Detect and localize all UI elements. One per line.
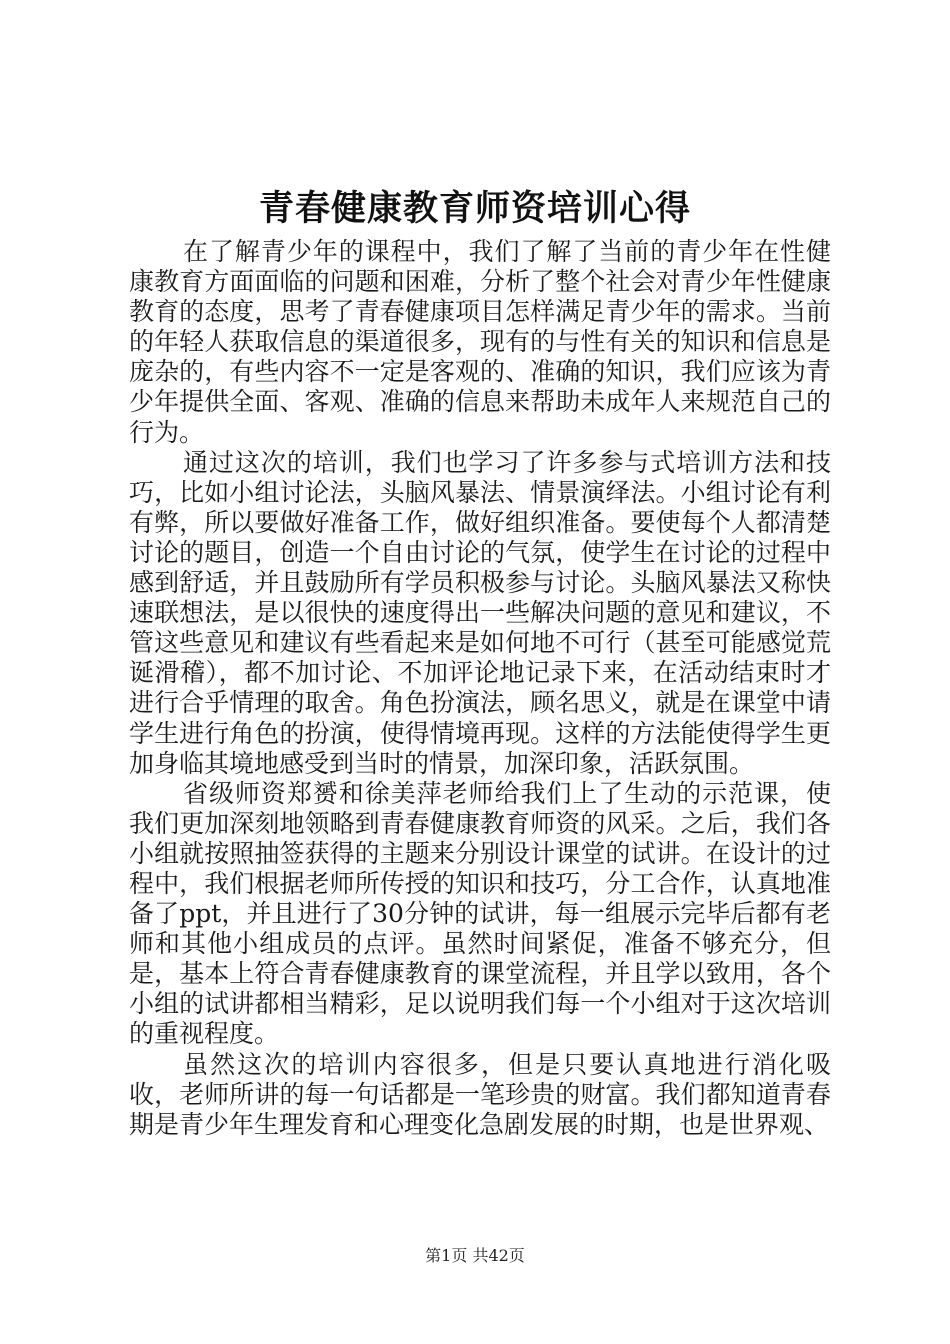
paragraph-2: 通过这次的培训，我们也学习了许多参与式培训方法和技巧，比如小组讨论法，头脑风暴法、情景演绎法。小组讨论有利有弊，所以要做好准备工作，做好组织准备。要使每个人都清楚讨论的题目，创造一个自由讨论的气氛，使学生在讨论的过程中感到舒适，并且鼓励所有学员积极参与讨论。头脑风暴法又称快速联想法，是以很快的速度得出一些解决问题的意见和建议，不管这些意见和建议有些看起来是如何地不可行（甚至可能感觉荒诞滑稽），都不加讨论、不加评论地记录下来，在活动结束时才进行合乎情理的取舍。角色扮演法，顾名思义，就是在课堂中请学生进行角色的扮演，使得情境再现。这样的方法能使得学生更加身临其境地感受到当时的情景，加深印象，活跃氛围。 <box>129 447 831 778</box>
document-title: 青春健康教育师资培训心得 <box>258 188 691 229</box>
paragraph-4: 虽然这次的培训内容很多，但是只要认真地进行消化吸收，老师所讲的每一句话都是一笔珍贵的财富。我们都知道青春期是青少年生理发育和心理变化急剧发展的时期，也是世界观、 <box>129 1049 831 1139</box>
page-number-footer: 第1页 共42页 <box>425 1246 525 1265</box>
document-body <box>129 237 831 1140</box>
paragraph-1: 在了解青少年的课程中，我们了解了当前的青少年在性健康教育方面面临的问题和困难，分析了整个社会对青少年性健康教育的态度，思考了青春健康项目怎样满足青少年的需求。当前的年轻人获取信息的渠道很多，现有的与性有关的知识和信息是庞杂的，有些内容不一定是客观的、准确的知识，我们应该为青少年提供全面、客观、准确的信息来帮助未成年人来规范自己的行为。 <box>129 237 831 447</box>
paragraph-3: 省级师资郑赟和徐美萍老师给我们上了生动的示范课，使我们更加深刻地领略到青春健康教育师资的风采。之后，我们各小组就按照抽签获得的主题来分别设计课堂的试讲。在设计的过程中，我们根据老师所传授的知识和技巧，分工合作，认真地准备了ppt，并且进行了30分钟的试讲，每一组展示完毕后都有老师和其他小组成员的点评。虽然时间紧促，准备不够充分，但是，基本上符合青春健康教育的课堂流程，并且学以致用，各个小组的试讲都相当精彩，足以说明我们每一个小组对于这次培训的重视程度。 <box>129 778 831 1049</box>
